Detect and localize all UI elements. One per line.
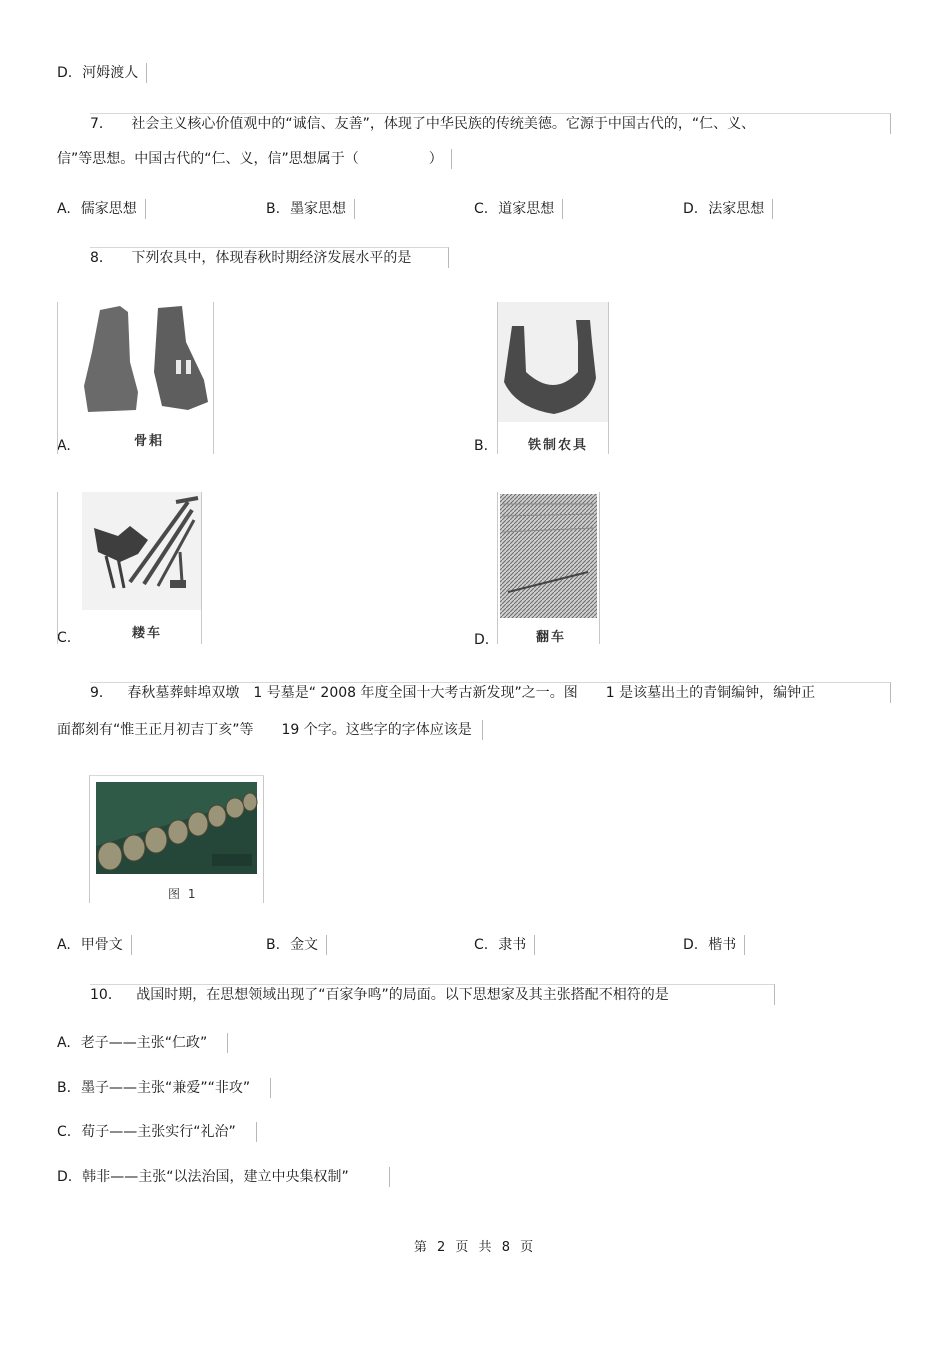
q8-option-c-caption: 耧车 <box>132 626 163 641</box>
question-text: 面都刻有“惟王正月初吉丁亥”等 19 个字。这些字的字体应该是 <box>57 722 472 738</box>
q9-stem-line2 <box>57 720 483 740</box>
option-letter: B. <box>57 1080 72 1096</box>
option-text: 河姆渡人 <box>82 65 139 81</box>
q10-option-a[interactable] <box>57 1033 228 1053</box>
q9-option-a[interactable] <box>57 935 132 955</box>
option-letter: B. <box>266 201 281 217</box>
option-letter: D. <box>683 201 699 217</box>
q10-option-c[interactable] <box>57 1122 257 1142</box>
q7-option-c[interactable] <box>474 199 563 219</box>
q7-option-b[interactable] <box>266 199 355 219</box>
option-letter: B. <box>266 937 281 953</box>
question-text: 战国时期，在思想领域出现了“百家争鸣”的局面。以下思想家及其主张搭配不相符的是 <box>136 987 669 1003</box>
question-number: 9． <box>90 685 113 701</box>
option-text: 金文 <box>290 937 319 953</box>
bronze-bells-image <box>90 776 263 903</box>
q7-stem-line2 <box>57 149 452 169</box>
option-letter: D. <box>57 1169 73 1185</box>
q9-option-c[interactable] <box>474 935 535 955</box>
option-text: 荀子——主张实行“礼治” <box>81 1124 236 1140</box>
q8-option-b-letter[interactable]: B. <box>474 438 489 454</box>
q10-stem <box>90 984 775 1005</box>
option-text: 墨家思想 <box>290 201 347 217</box>
q7-option-a[interactable] <box>57 199 146 219</box>
option-letter: A. <box>57 201 71 217</box>
option-text: 墨子——主张“兼爱”“非攻” <box>81 1080 251 1096</box>
option-letter: A. <box>57 1035 71 1051</box>
option-letter: C. <box>474 937 489 953</box>
q9-figure <box>89 775 264 903</box>
q7-option-d[interactable] <box>683 199 773 219</box>
q8-option-d-image[interactable] <box>497 492 600 644</box>
question-text: 春秋墓葬蚌埠双墩 1 号墓是“ 2008 年度全国十大考古新发现”之一。图 1 是该墓出土的青铜编钟，编钟正 <box>127 685 816 701</box>
page-footer: 第 2 页 共 8 页 <box>413 1240 537 1255</box>
q10-option-d[interactable] <box>57 1167 390 1187</box>
iron-tool-image <box>498 302 608 454</box>
option-letter: D. <box>57 65 73 81</box>
option-text: 道家思想 <box>498 201 555 217</box>
question-number: 10． <box>90 987 122 1003</box>
option-letter: A. <box>57 937 71 953</box>
option-text: 甲骨文 <box>80 937 123 953</box>
question-number: 8． <box>90 250 113 266</box>
option-letter: D. <box>683 937 699 953</box>
option-letter: C. <box>57 1124 72 1140</box>
q8-option-d-caption: 翻车 <box>536 630 567 645</box>
q8-option-c-letter[interactable]: C. <box>57 630 72 646</box>
q8-option-a-letter[interactable]: A. <box>57 438 71 454</box>
seed-drill-image <box>58 492 201 644</box>
q8-option-b-image[interactable] <box>497 302 609 454</box>
q8-option-b-caption: 铁制农具 <box>528 438 589 453</box>
q6-option-d[interactable] <box>57 63 147 83</box>
q8-option-c-image[interactable] <box>57 492 202 644</box>
q9-option-b[interactable] <box>266 935 327 955</box>
question-text: 下列农具中，体现春秋时期经济发展水平的是 <box>131 250 412 266</box>
q9-figure-caption: 图 1 <box>168 887 198 901</box>
option-text: 老子——主张“仁政” <box>80 1035 208 1051</box>
q9-stem-line1 <box>90 682 891 703</box>
q8-option-a-caption: 骨耜 <box>134 434 165 449</box>
q7-stem-line1 <box>90 113 891 134</box>
option-text: 楷书 <box>708 937 737 953</box>
option-text: 韩非——主张“以法治国，建立中央集权制” <box>82 1169 349 1185</box>
option-letter: C. <box>474 201 489 217</box>
q8-stem <box>90 247 449 268</box>
q9-option-d[interactable] <box>683 935 745 955</box>
question-text: 社会主义核心价值观中的“诚信、友善”，体现了中华民族的传统美德。它源于中国古代的，“仁、义、 <box>131 116 756 132</box>
q8-option-d-letter[interactable]: D. <box>474 632 490 648</box>
option-text: 隶书 <box>498 937 527 953</box>
option-text: 法家思想 <box>708 201 765 217</box>
question-number: 7． <box>90 116 113 132</box>
question-text: 信”等思想。中国古代的“仁、义，信”思想属于（ ） <box>57 151 443 167</box>
option-text: 儒家思想 <box>80 201 137 217</box>
chain-pump-image <box>498 492 599 644</box>
q10-option-b[interactable] <box>57 1078 271 1098</box>
